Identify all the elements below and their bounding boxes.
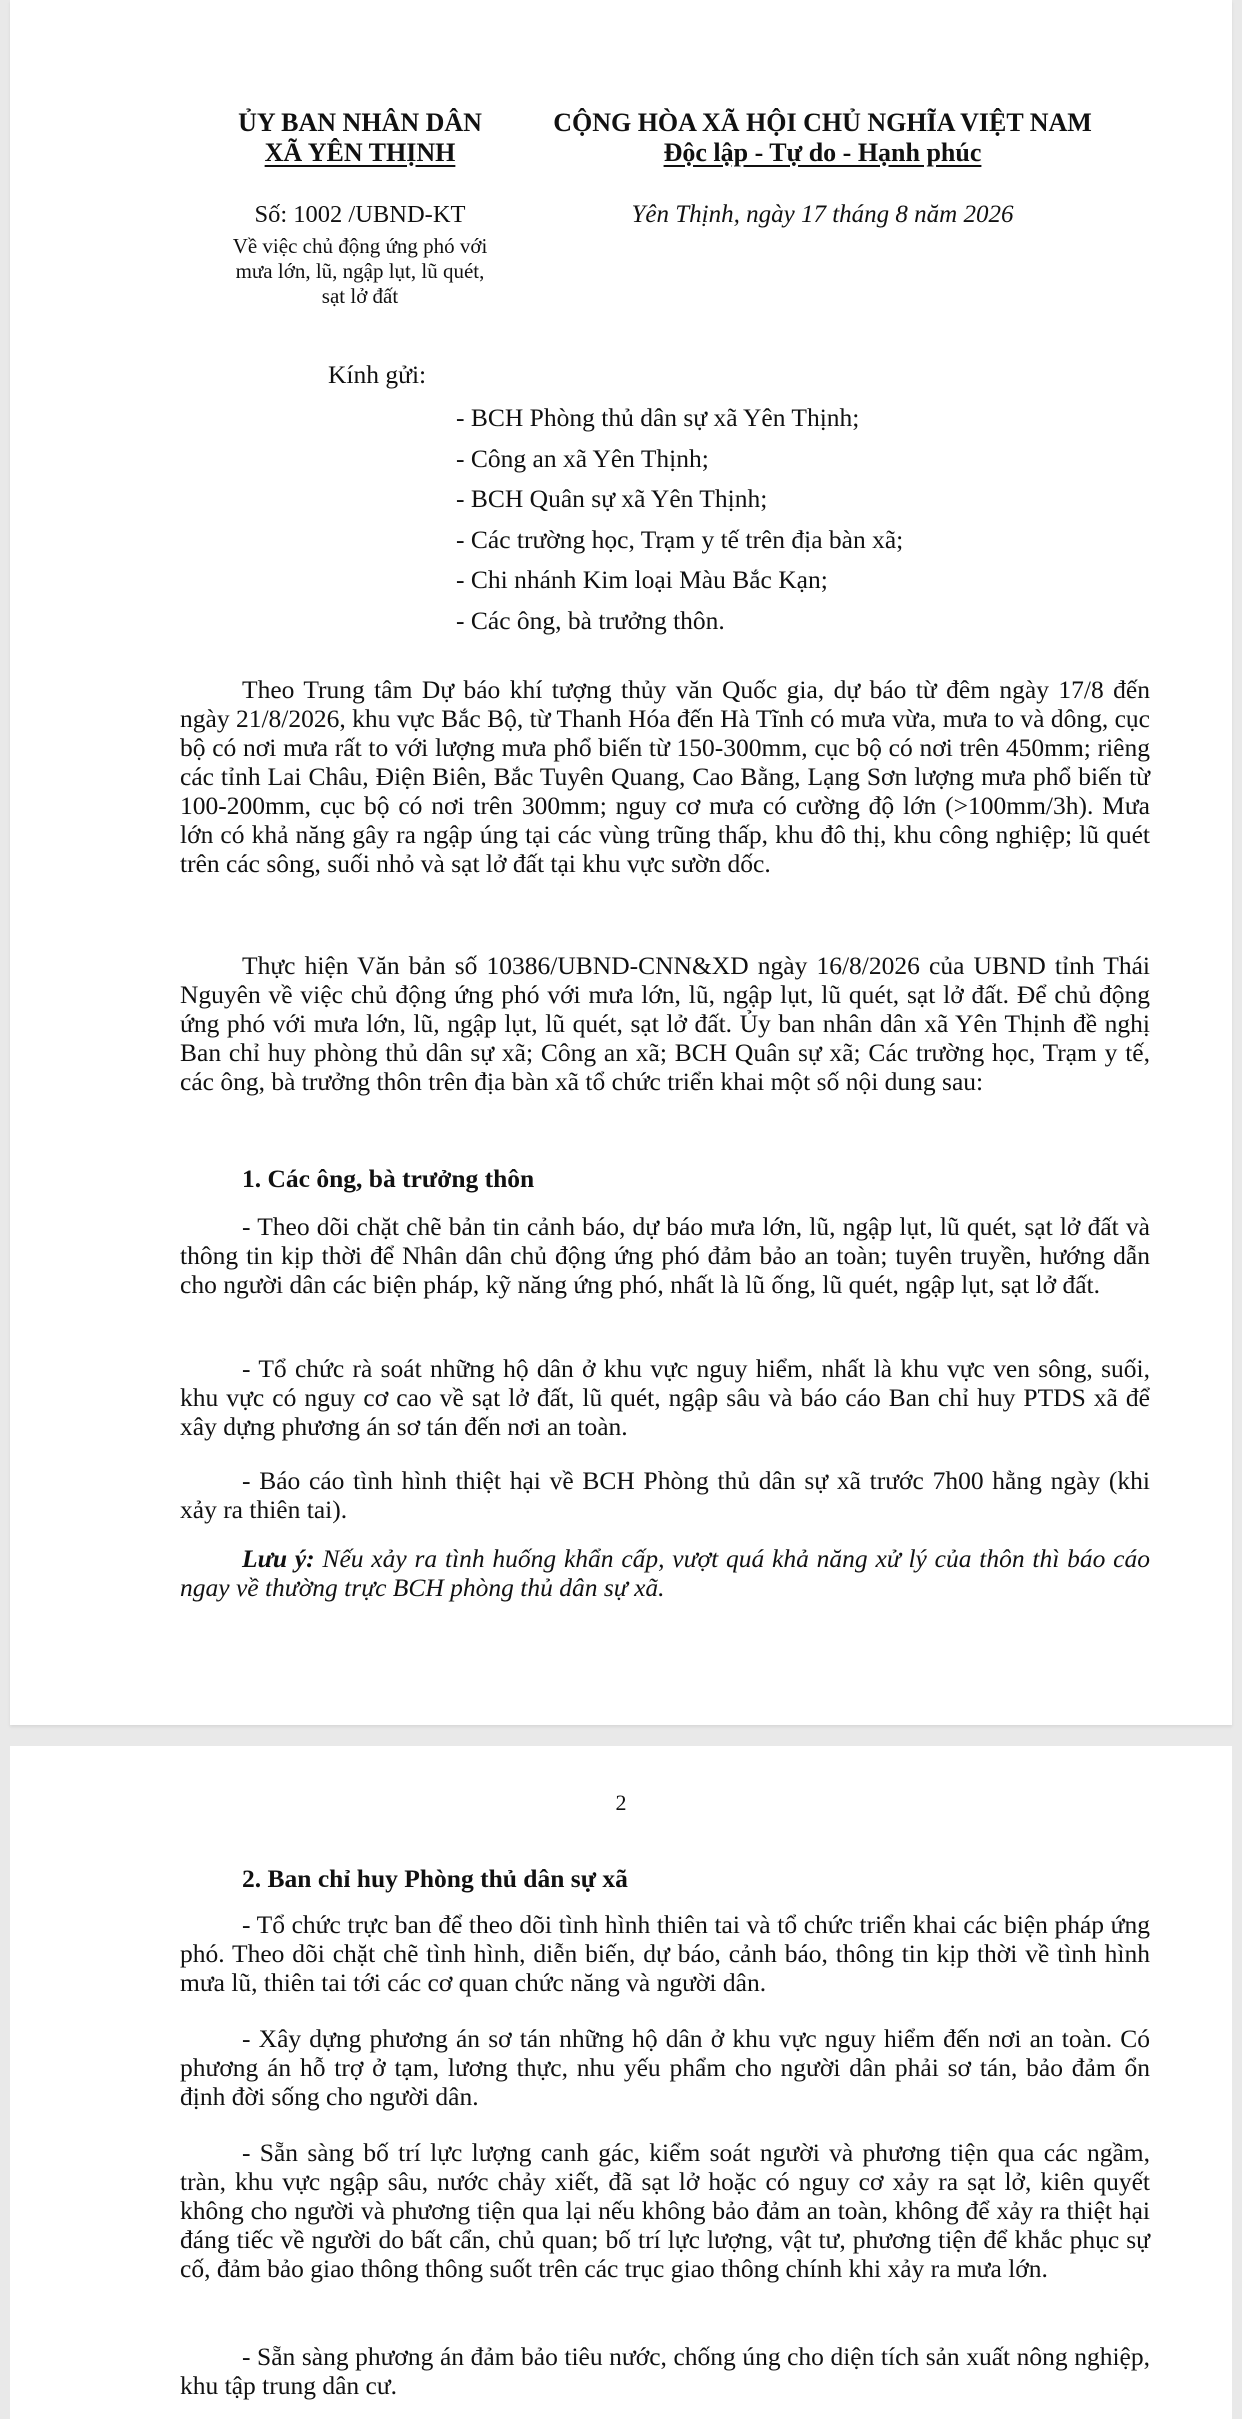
section-2-item: - Sẵn sàng phương án đảm bảo tiêu nước, chống úng cho diện tích sản xuất nông nghiệp, khu tập trung dân cư. — [180, 2342, 1150, 2400]
section-1-item: - Báo cáo tình hình thiệt hại về BCH Phòng thủ dân sự xã trước 7h00 hằng ngày (khi xảy ra thiên tai). — [180, 1466, 1150, 1524]
note-text: Nếu xảy ra tình huống khẩn cấp, vượt quá khả năng xử lý của thôn thì báo cáo ngay về thường trực BCH phòng thủ dân sự xã. — [180, 1544, 1150, 1602]
recipient-item: - Công an xã Yên Thịnh; — [456, 443, 709, 473]
document-subject — [180, 234, 540, 309]
recipient-item: - Các trường học, Trạm y tế trên địa bàn xã; — [456, 524, 904, 554]
greeting: Kính gửi: — [328, 360, 427, 389]
section-1-item: - Theo dõi chặt chẽ bản tin cảnh báo, dự báo mưa lớn, lũ, ngập lụt, lũ quét, sạt lở đất và thông tin kịp thời để Nhân dân chủ động ứng phó đảm bảo an toàn; tuyên truyền, hướng dẫn cho người dân các biện pháp, kỹ năng ứng phó, nhất là lũ ống, lũ quét, ngập lụt, sạt lở đất. — [180, 1212, 1150, 1299]
section-1-title: 1. Các ông, bà trưởng thôn — [242, 1164, 535, 1193]
page-number: 2 — [615, 1790, 627, 1815]
body-paragraph-forecast: Theo Trung tâm Dự báo khí tượng thủy văn Quốc gia, dự báo từ đêm ngày 17/8 đến ngày 21/8/2026, khu vực Bắc Bộ, từ Thanh Hóa đến Hà Tĩnh có mưa vừa, mưa to và dông, cục bộ có nơi mưa rất to với lượng mưa phổ biến từ 150-300mm, cục bộ có nơi trên 450mm; riêng các tỉnh Lai Châu, Điện Biên, Bắc Tuyên Quang, Cao Bằng, Lạng Sơn lượng mưa phổ biến từ 100-200mm, cục bộ có nơi trên 300mm; nguy cơ mưa có cường độ lớn (>100mm/3h). Mưa lớn có khả năng gây ra ngập úng tại các vùng trũng thấp, khu đô thị, khu công nghiệp; lũ quét trên các sông, suối nhỏ và sạt lở đất tại khu vực sườn dốc. — [180, 675, 1150, 878]
document-number: Số: 1002 /UBND-KT — [254, 201, 466, 228]
recipient-item: - BCH Quân sự xã Yên Thịnh; — [456, 484, 768, 513]
document-page-2 — [10, 1746, 1232, 2419]
nation-line-2: Độc lập - Tự do - Hạnh phúc — [663, 138, 982, 167]
org-line-1: ỦY BAN NHÂN DÂN — [238, 108, 482, 137]
recipient-list — [456, 398, 1196, 641]
section-2-item: - Xây dựng phương án sơ tán những hộ dân ở khu vực nguy hiểm đến nơi an toàn. Có phương án hỗ trợ ở tạm, lương thực, nhu yếu phẩm cho người dân phải sơ tán, bảo đảm ổn định đời sống cho người dân. — [180, 2024, 1150, 2111]
section-2-title: 2. Ban chỉ huy Phòng thủ dân sự xã — [242, 1864, 628, 1893]
recipient-item: - BCH Phòng thủ dân sự xã Yên Thịnh; — [456, 403, 860, 432]
note-label: Lưu ý: — [242, 1544, 315, 1573]
national-motto — [545, 108, 1100, 168]
org-line-2: XÃ YÊN THỊNH — [264, 138, 456, 167]
recipient-item: - Các ông, bà trưởng thôn. — [456, 605, 725, 635]
subject-line: Về việc chủ động ứng phó với — [232, 234, 488, 258]
section-1-item: - Tổ chức rà soát những hộ dân ở khu vực nguy hiểm, nhất là khu vực ven sông, suối, khu vực có nguy cơ cao về sạt lở đất, lũ quét, ngập sâu và báo cáo Ban chỉ huy PTDS xã để xây dựng phương án sơ tán đến nơi an toàn. — [180, 1354, 1150, 1441]
organization-name — [180, 108, 540, 168]
document-page-1 — [10, 0, 1232, 1725]
place-date: Yên Thịnh, ngày 17 tháng 8 năm 2026 — [631, 201, 1014, 228]
subject-line: mưa lớn, lũ, ngập lụt, lũ quét, — [235, 259, 485, 283]
body-paragraph-implementation: Thực hiện Văn bản số 10386/UBND-CNN&XD ngày 16/8/2026 của UBND tỉnh Thái Nguyên về việc chủ động ứng phó với mưa lớn, lũ, ngập lụt, lũ quét, sạt lở đất. Để chủ động ứng phó với mưa lớn, lũ, ngập lụt, lũ quét, sạt lở đất. Ủy ban nhân dân xã Yên Thịnh đề nghị Ban chỉ huy phòng thủ dân sự xã; Công an xã; BCH Quân sự xã; Các trường học, Trạm y tế, các ông, bà trưởng thôn trên địa bàn xã tổ chức triển khai một số nội dung sau: — [180, 951, 1150, 1096]
recipient-item: - Chi nhánh Kim loại Màu Bắc Kạn; — [456, 565, 828, 594]
section-2-item: - Sẵn sàng bố trí lực lượng canh gác, kiểm soát người và phương tiện qua các ngầm, tràn, khu vực ngập sâu, nước chảy xiết, đã sạt lở hoặc có nguy cơ xảy ra sạt lở, kiên quyết không cho người và phương tiện qua lại nếu không bảo đảm an toàn, không để xảy ra thiệt hại đáng tiếc về người do bất cẩn, chủ quan; bố trí lực lượng, vật tư, phương tiện để khắc phục sự cố, đảm bảo giao thông thông suốt trên các trục giao thông chính khi xảy ra mưa lớn. — [180, 2138, 1150, 2283]
note-paragraph — [180, 1544, 1150, 1602]
nation-line-1: CỘNG HÒA XÃ HỘI CHỦ NGHĨA VIỆT NAM — [553, 108, 1092, 137]
subject-line: sạt lở đất — [321, 284, 399, 308]
section-2-item: - Tổ chức trực ban để theo dõi tình hình thiên tai và tổ chức triển khai các biện pháp ứng phó. Theo dõi chặt chẽ tình hình, diễn biến, dự báo, cảnh báo, thông tin kịp thời về tình hình mưa lũ, thiên tai tới các cơ quan chức năng và người dân. — [180, 1910, 1150, 1997]
